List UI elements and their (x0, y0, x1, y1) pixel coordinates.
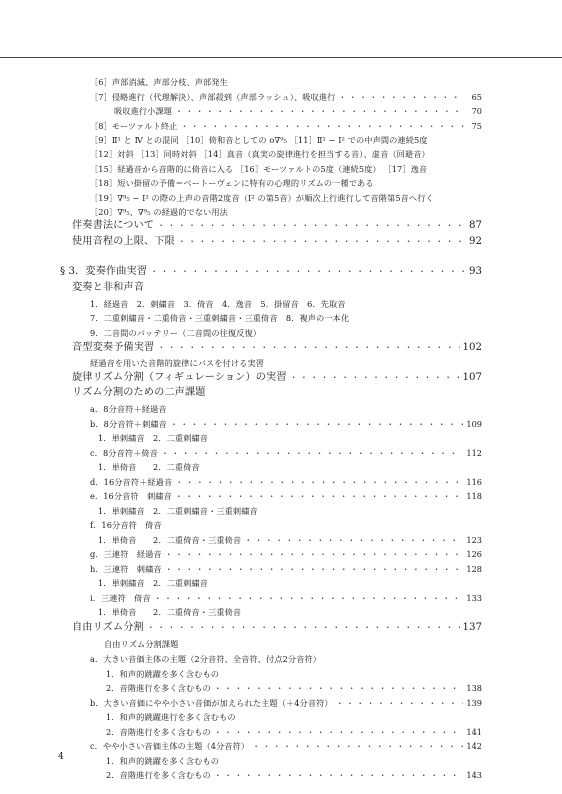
dot-leader (175, 106, 465, 118)
toc-entry-page: 93 (469, 266, 482, 277)
toc-entry-text: 自由リズム分割課題 (104, 639, 179, 649)
toc-entry-text: 1．和声的跳躍を多く含むもの (106, 756, 220, 766)
toc-entry (90, 76, 482, 88)
dot-leader (175, 477, 463, 489)
dot-leader (244, 535, 463, 547)
toc-entry-text: 自由リズム分割 (72, 622, 144, 633)
dot-leader (165, 564, 464, 576)
toc-entry-page: 109 (466, 419, 482, 429)
toc-entry-text: § 3．変奏作曲実習 (60, 266, 148, 277)
toc-entry (106, 769, 482, 781)
toc-entry-text: 変奏と非和声音 (72, 282, 145, 293)
toc-entry (106, 682, 482, 694)
toc-entry (90, 91, 482, 103)
toc-entry (90, 312, 482, 324)
toc-entry-page: 112 (466, 448, 482, 458)
toc-entry (90, 592, 482, 604)
toc-entry (90, 177, 482, 189)
toc-entry (90, 148, 482, 160)
toc-entry-text: 経過音を用いた音階的旋律にバスを付ける実習 (90, 358, 265, 368)
toc-entry-text: 1．和声的跳躍を多く含むもの (106, 669, 220, 679)
toc-entry (90, 192, 490, 204)
toc-entry-text: 1．単倚音 2．二重倚音・三重倚音 (98, 535, 242, 545)
toc-entry (90, 403, 482, 415)
toc-entry-text: b．8分音符＋刺繍音 (90, 419, 167, 429)
toc-entry (106, 711, 482, 723)
toc-entry-text: d．16分音符＋経過音 (90, 477, 173, 487)
toc-entry-text: 1．経過音 2．刺繍音 3．倚音 4．逸音 5．掛留音 6．先取音 (90, 299, 346, 309)
toc-entry (90, 327, 482, 339)
toc-entry (114, 105, 482, 117)
toc-entry-text: ［12］対斜 ［13］同時対斜 ［14］真音（真実の旋律進行を担当する音）、虚音（回避音） (90, 149, 430, 159)
toc-entry-page: 142 (466, 741, 482, 751)
toc-entry-text: i．三連符 倚音 (90, 593, 151, 603)
toc-entry-page: 141 (466, 727, 482, 737)
toc-entry-text: b．大きい音価にやや小さい音価が加えられた主題（＋4分音符） (90, 698, 333, 708)
dot-leader (157, 341, 459, 355)
toc-entry (72, 235, 482, 249)
toc-entry (90, 519, 482, 531)
page-number: 4 (58, 752, 64, 762)
toc-entry-text: 1．単刺繍音 2．二重刺繍音・三重刺繍音 (98, 506, 258, 516)
dot-leader (175, 491, 463, 503)
toc-entry-text: ［6］声部消滅、声部分枝、声部発生 (90, 77, 228, 87)
toc-entry-text: 1．単刺繍音 2．二重刺繍音 (98, 433, 209, 443)
dot-leader (214, 770, 464, 782)
toc-section-heading (60, 265, 482, 279)
toc-entry-text: 旋律リズム分割（フィギュレーション）の実習 (72, 372, 287, 383)
toc-entry (90, 357, 482, 369)
toc-entry (90, 298, 482, 310)
toc-entry (90, 476, 482, 488)
dot-leader (214, 683, 464, 695)
toc-entry (72, 386, 482, 400)
toc-entry-text: リズム分割のための二声課題 (72, 387, 206, 398)
toc-entry-page: 65 (471, 92, 482, 102)
toc-entry-text: g．三連符 経過音 (90, 549, 162, 559)
toc-entry-page: 139 (466, 698, 482, 708)
dot-leader (252, 741, 463, 753)
dot-leader (147, 621, 460, 635)
toc-entry-text: 1．単倚音 2．二重倚音 (98, 462, 200, 472)
toc-entry-text: a．8分音符＋経過音 (90, 404, 167, 414)
toc-entry (90, 697, 482, 709)
dot-leader (154, 593, 464, 605)
toc-entry-text: 2．音階進行を多く含むもの (106, 770, 211, 780)
dot-leader (180, 121, 465, 133)
toc-entry (90, 120, 482, 132)
toc-entry-text: a．大きい音価主体の主題（2分音符、全音符、付点2分音符） (90, 654, 322, 664)
toc-entry (90, 653, 482, 665)
toc-entry-text: ［9］Ⅱ¹ と Ⅳ との混同 ［10］倚和音としての o∇⁹₅ ［11］Ⅱ¹ − Ⅰ² での中声間の連続5度 (90, 135, 428, 145)
dot-leader (165, 549, 464, 561)
toc-entry-text: 1．和声的跳躍進行を多く含むもの (106, 712, 236, 722)
toc-entry-page: 107 (462, 372, 482, 383)
toc-entry-text: 吸収進行小課題 (114, 106, 173, 116)
toc-entry (98, 606, 482, 618)
toc-entry-page: 126 (466, 549, 482, 559)
toc-entry-page: 128 (466, 564, 482, 574)
toc-entry-page: 102 (462, 342, 482, 353)
toc-entry-text: f．16分音符 倚音 (90, 520, 162, 530)
toc-entry (90, 563, 482, 575)
toc-entry (90, 548, 482, 560)
dot-leader (150, 265, 465, 279)
toc-entry-page: 92 (469, 236, 482, 247)
toc-entry (90, 206, 482, 218)
toc-entry-page: 87 (469, 220, 482, 231)
toc-entry-text: 7．二重刺繍音・二重倚音・三重刺繍音・三重倚音 8．複声の一本化 (90, 313, 350, 323)
dot-leader (338, 92, 465, 104)
toc-entry-page: 116 (466, 477, 482, 487)
dot-leader (157, 219, 465, 233)
toc-entry-text: ［8］モーツァルト終止 (90, 121, 178, 131)
dot-leader (336, 698, 464, 710)
toc-entry (98, 461, 482, 473)
toc-entry-text: 伴奏書法について (72, 220, 155, 231)
toc-entry-text: ［20］∇⁹₅、∇⁹₅ の経過的でない用法 (90, 207, 228, 217)
toc-entry (90, 740, 482, 752)
toc-entry (98, 577, 482, 589)
toc-entry-page: 123 (466, 535, 482, 545)
toc-entry (106, 755, 482, 767)
toc-entry (72, 341, 482, 355)
toc-entry (98, 534, 482, 546)
toc-entry-page: 137 (462, 622, 482, 633)
toc-entry-text: 2．音階進行を多く含むもの (106, 683, 211, 693)
toc-entry (104, 638, 482, 650)
toc-entry-text: ［19］∇⁹₅ − Ⅰ² の際の上声の音階2度音（Ⅰ² の第5音）が順次上行進行して音階第5音へ行く (90, 193, 434, 203)
toc-entry-text: e．16分音符 刺繍音 (90, 491, 172, 501)
toc-entry (90, 163, 482, 175)
toc-entry-text: 2．音階進行を多く含むもの (106, 727, 211, 737)
toc-entry (90, 490, 482, 502)
toc-entry-page: 75 (471, 121, 482, 131)
toc-entry-text: h．三連符 刺繍音 (90, 564, 162, 574)
toc-entry (90, 418, 482, 430)
toc-entry (90, 134, 482, 146)
toc-entry-text: 使用音程の上限、下限 (72, 236, 175, 247)
toc-entry (72, 621, 482, 635)
dot-leader (214, 727, 464, 739)
toc-entry-page: 133 (466, 593, 482, 603)
toc-entry-text: ［15］経過音から音階的に倚音に入る ［16］モーツァルトの5度（連続5度） ［17］逸音 (90, 164, 428, 174)
toc-entry-text: 9．二音間のバッテリー（二音間の往復反復） (90, 328, 262, 338)
toc-entry-page: 70 (471, 106, 482, 116)
dot-leader (290, 371, 460, 385)
dot-leader (161, 448, 463, 460)
toc-entry (106, 726, 482, 738)
toc-entry (72, 371, 482, 385)
toc-entry-text: 1．単刺繍音 2．二重刺繍音 (98, 578, 209, 588)
toc-entry-text: 1．単倚音 2．二重倚音・三重倚音 (98, 607, 242, 617)
toc-entry-page: 118 (466, 491, 482, 501)
toc-entry-text: 音型変奏予備実習 (72, 342, 155, 353)
toc-entry-text: c．8分音符＋倚音 (90, 448, 159, 458)
dot-leader (170, 419, 463, 431)
toc-entry-text: ［7］侵略進行（代理解決）、声部殺到（声部ラッシュ）、吸収進行 (90, 92, 336, 102)
toc-entry (90, 447, 482, 459)
dot-leader (178, 235, 465, 249)
toc-entry (72, 219, 482, 233)
toc-entry (106, 668, 482, 680)
toc-entry (98, 505, 482, 517)
toc-entry (98, 432, 482, 444)
toc-entry-text: ［18］短い掛留の予備＝ベートーヴェンに特有の心理的リズムの一種である (90, 178, 374, 188)
toc-entry-page: 138 (466, 683, 482, 693)
toc-entry (72, 281, 482, 295)
toc-entry-page: 143 (466, 770, 482, 780)
toc-entry-text: c．やや小さい音価主体の主題（4分音符） (90, 741, 250, 751)
